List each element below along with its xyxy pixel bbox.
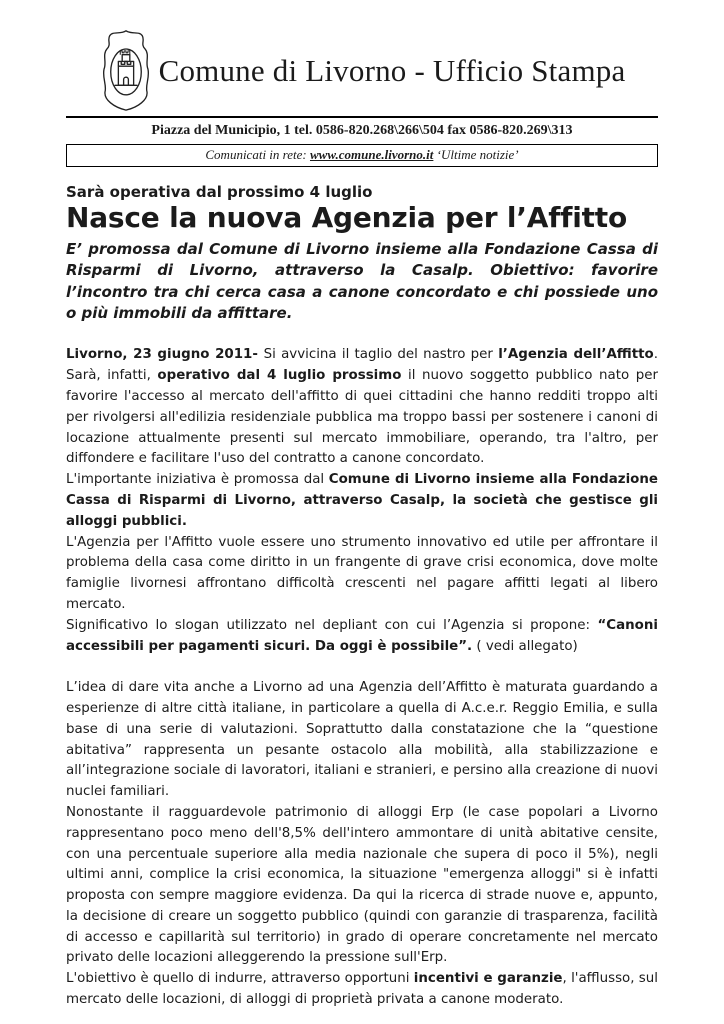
text-run: . Sarà, infatti, <box>66 347 659 384</box>
body-paragraph <box>66 678 658 803</box>
network-notice-prefix: Comunicati in rete: <box>205 147 310 162</box>
website-link[interactable]: www.comune.livorno.it <box>309 147 434 162</box>
article-standfirst: E’ promossa dal Comune di Livorno insieme alla Fondazione Cassa di Risparmi di Livorno, attraverso la Casalp. Obiettivo: favorire l’incontro tra chi cerca casa a canone concordato e chi possiede uno o più immobili da affittare. <box>66 240 658 323</box>
address-line: Piazza del Municipio, 1 tel. 0586-820.268\266\504 fax 0586-820.269\313 <box>151 123 573 138</box>
body-paragraph <box>66 533 658 616</box>
text-run: Livorno, 23 giugno 2011- <box>66 347 264 363</box>
article-body <box>66 345 658 1011</box>
text-run: incentivi e garanzie <box>413 971 563 987</box>
page-title: Comune di Livorno - Ufficio Stampa <box>158 53 626 88</box>
text-run: il nuovo soggetto pubblico nato per favorire l'accesso al mercato dell'affitto di quei cittadini che hanno redditi troppo alti per rivolgersi all'edilizia residenziale pubblica ma troppo bassi per sostenere i canoni di locazione attualmente presenti sul mercato immobiliare, operando, tra l'altro, per diffondere e facilitare l'uso del contratto a canone concordato. <box>66 368 658 467</box>
text-run: ( vedi allegato) <box>472 638 578 654</box>
body-paragraph <box>66 345 658 470</box>
body-paragraph <box>66 470 658 532</box>
text-run: “Canoni accessibili per pagamenti sicuri. Da oggi è possibile”. <box>66 617 658 654</box>
body-paragraph <box>66 969 658 1011</box>
body-paragraph <box>66 616 658 658</box>
body-paragraph <box>66 803 658 969</box>
text-run: Nonostante il ragguardevole patrimonio di alloggi Erp (le case popolari a Livorno rappresentano poco meno dell'8,5% dell'intero ammontare di unità abitative censite, con una percentuale superiore alla media nazionale che supera di poco il 5%), negli ultimi anni, complice la crisi economica, la situazione "emergenza alloggi" si è infatti proposta con sempre maggiore evidenza. Da qui la ricerca di strade nuove e, appunto, la decisione di creare un soggetto pubblico (quindi con garanzie di trasparenza, facilità di accesso e capillarità sul territorio) in grado di operare concretamente nel mercato privato delle locazioni alleggerendo la pressione sull'Erp. <box>66 804 658 966</box>
text-run: , l'afflusso, sul mercato delle locazioni, di alloggi di proprietà privata a canone moderato. <box>66 971 658 1008</box>
letterhead <box>66 26 658 116</box>
text-run: Comune di Livorno insieme alla Fondazione Cassa di Risparmi di Livorno, attraverso Casalp, la società che gestisce gli alloggi pubblici. <box>66 472 658 529</box>
text-run: operativo dal 4 luglio prossimo <box>157 368 402 384</box>
article-headline: Nasce la nuova Agenzia per l’Affitto <box>66 201 628 234</box>
coat-of-arms-icon <box>99 28 153 116</box>
blank-line <box>66 657 658 678</box>
text-run: L'Agenzia per l'Affitto vuole essere uno strumento innovativo ed utile per affrontare il problema della casa come diritto in un frangente di grave crisi economica, dove molte famiglie livornesi affrontano difficoltà crescenti nel pagare affitti legati al libero mercato. <box>66 534 658 612</box>
text-run: L’idea di dare vita anche a Livorno ad una Agenzia dell’Affitto è maturata guardando a esperienze di altre città italiane, in particolare a quella di A.c.e.r. Reggio Emilia, e sulla base di una serie di valutazioni. Soprattutto dalla constatazione che la “questione abitativa” rappresenta un pesante ostacolo alla mobilità, alla stabilizzazione e all’integrazione sociale di lavoratori, italiani e stranieri, e persino alla creazione di nuovi nuclei familiari. <box>66 680 658 800</box>
header-divider <box>66 116 658 118</box>
network-notice-suffix: ‘Ultime notizie’ <box>433 147 519 162</box>
text-run: L'importante iniziativa è promossa dal <box>66 472 329 488</box>
text-run: Significativo lo slogan utilizzato nel depliant con cui l’Agenzia si propone: <box>66 617 598 633</box>
network-notice-box <box>66 144 658 167</box>
text-run: L'obiettivo è quello di indurre, attraverso opportuni <box>66 971 414 987</box>
article-kicker: Sarà operativa dal prossimo 4 luglio <box>66 183 373 201</box>
text-run: Si avvicina il taglio del nastro per <box>263 347 499 363</box>
text-run: l’Agenzia dell’Affitto <box>498 347 654 363</box>
